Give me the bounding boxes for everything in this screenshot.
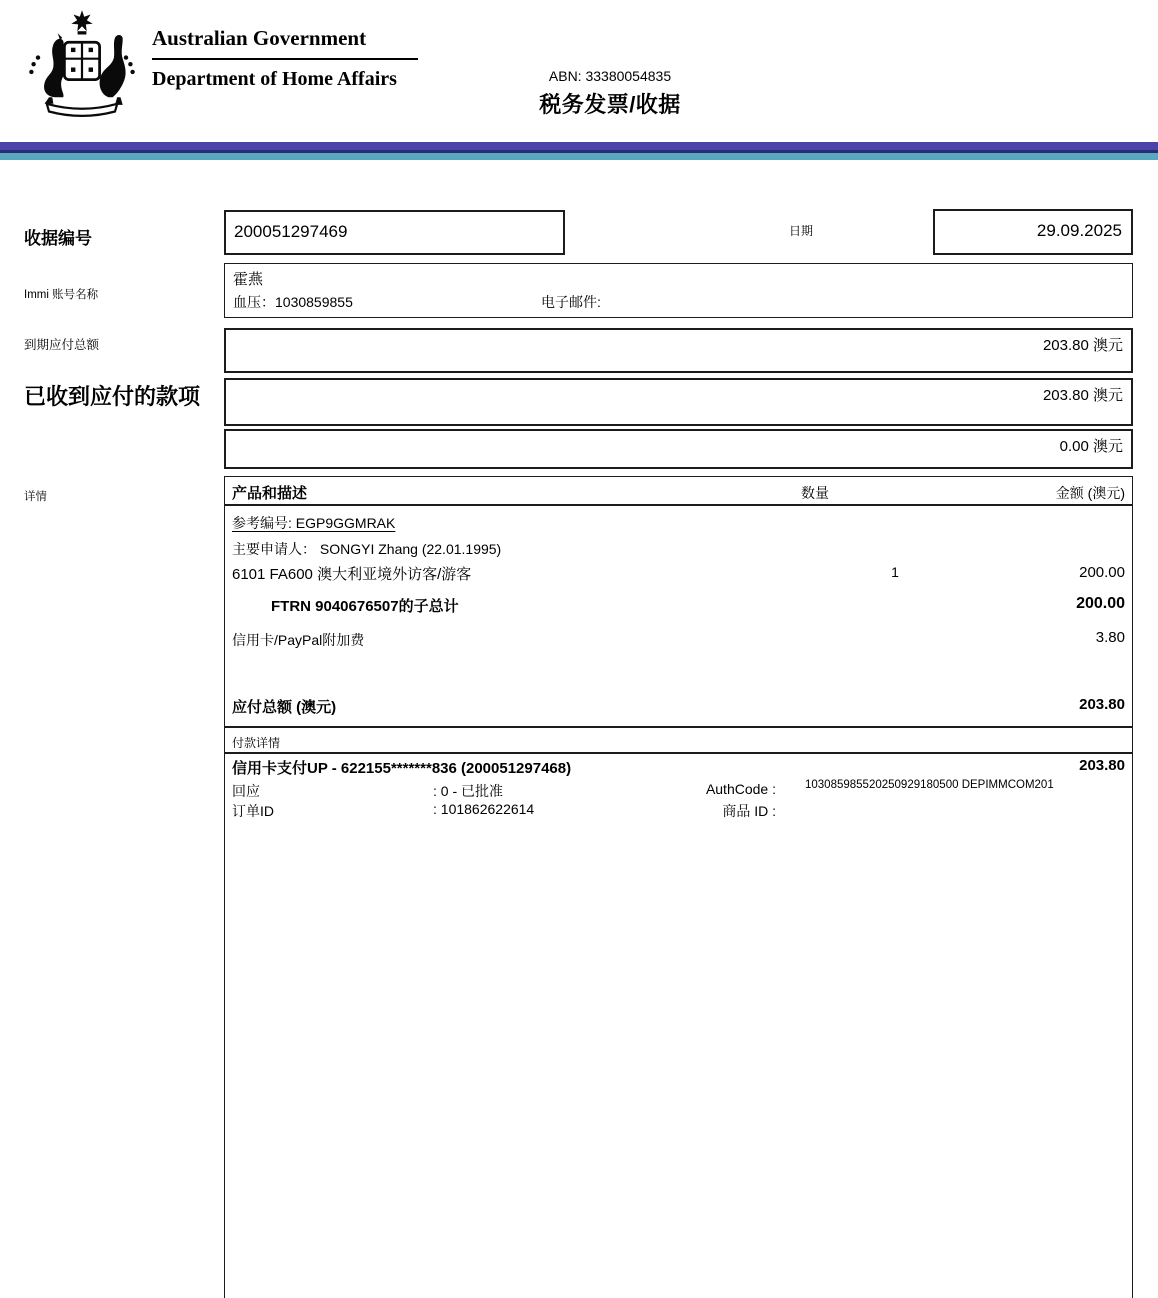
reference-label: 参考编号: <box>232 515 292 531</box>
total-payable-label: 应付总额 (澳元) <box>232 699 337 716</box>
payment-details-section <box>224 727 1133 1298</box>
date-label: 日期 <box>789 224 814 238</box>
balance-value: 0.00 澳元 <box>1059 438 1123 455</box>
bar-stripe-purple <box>0 142 1158 150</box>
total-payable-amount: 203.80 <box>1079 696 1125 713</box>
quantity-column-header: 数量 <box>801 485 829 501</box>
receipt-number-value: 200051297469 <box>234 222 348 241</box>
date-field <box>933 209 1133 255</box>
subtotal-row-amount: 200.00 <box>1076 595 1125 612</box>
total-due-value: 203.80 澳元 <box>1042 337 1123 354</box>
bp-label: 血压： <box>233 294 275 310</box>
applicant-label: 主要申请人： <box>232 541 316 557</box>
abn-text: ABN: 33380054835 <box>548 68 672 84</box>
account-holder-name: 霍燕 <box>233 271 264 288</box>
item-id-label: 商品 ID : <box>722 803 776 819</box>
australian-coat-of-arms-icon <box>16 6 148 118</box>
receipt-number-label: 收据编号 <box>24 229 92 248</box>
email-label: 电子邮件: <box>541 294 601 310</box>
item-row-quantity: 1 <box>891 564 899 580</box>
email-line <box>541 292 601 312</box>
receipt-number-field <box>224 210 565 255</box>
immi-account-label: Immi 账号名称 <box>24 289 99 301</box>
applicant-value: SONGYI Zhang (22.01.1995) <box>319 541 502 557</box>
authcode-value: 103085985520250929180500 DEPIMMCOM201 <box>805 779 1054 791</box>
items-table-header <box>224 476 1133 506</box>
surcharge-row-amount: 3.80 <box>1095 629 1125 646</box>
order-id-value: : 101862622614 <box>433 801 535 817</box>
amount-column-header: 金额 (澳元) <box>1055 485 1125 501</box>
amount-received-field <box>224 378 1133 426</box>
order-id-label: 订单ID <box>232 803 274 819</box>
header-color-bar <box>0 142 1158 160</box>
product-column-header: 产品和描述 <box>232 485 308 502</box>
item-row-description: 6101 FA600 澳大利亚境外访客/游客 <box>232 566 472 583</box>
authcode-label: AuthCode : <box>705 781 776 797</box>
details-label: 详情 <box>24 491 47 503</box>
payment-method-amount: 203.80 <box>1079 757 1125 774</box>
payment-divider <box>225 752 1132 754</box>
bar-stripe-teal <box>0 153 1158 160</box>
balance-field <box>224 429 1133 469</box>
main-applicant-line <box>232 539 501 559</box>
immi-account-field <box>224 263 1133 318</box>
response-value: : 0 - 已批准 <box>433 783 504 799</box>
subtotal-row-description: FTRN 9040676507的子总计 <box>271 598 459 615</box>
items-table-body <box>224 506 1133 727</box>
surcharge-row-description: 信用卡/PayPal附加费 <box>232 632 365 648</box>
page-title: 税务发票/收据 <box>539 92 681 117</box>
gov-name: Australian Government <box>152 26 367 50</box>
amount-received-label: 已收到应付的款项 <box>24 384 201 409</box>
reference-number-line <box>232 513 395 533</box>
bp-value: 1030859855 <box>275 294 353 310</box>
reference-value: EGP9GGMRAK <box>295 515 396 531</box>
response-label: 回应 <box>232 783 260 799</box>
government-branding <box>152 26 432 91</box>
payment-details-title: 付款详情 <box>232 736 281 750</box>
payment-method-line: 信用卡支付UP - 622155*******836 (200051297468) <box>232 760 572 777</box>
item-row-amount: 200.00 <box>1079 564 1125 581</box>
total-due-label: 到期应付总额 <box>24 338 100 352</box>
total-due-field <box>224 328 1133 373</box>
amount-received-value: 203.80 澳元 <box>1042 387 1123 404</box>
department-name: Department of Home Affairs <box>152 68 397 90</box>
bp-line <box>233 292 353 312</box>
date-value: 29.09.2025 <box>1036 221 1122 240</box>
branding-divider <box>152 58 418 60</box>
